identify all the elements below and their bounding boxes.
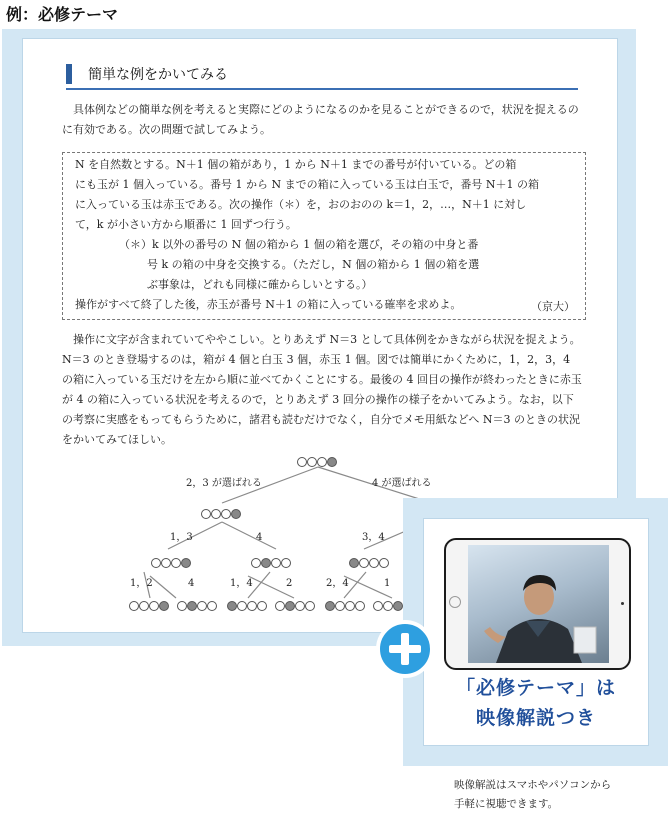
tree-label: 2，4 (326, 578, 349, 589)
tablet-illustration (444, 538, 631, 670)
intro-paragraph: 具体例などの簡単な例を考えると実際にどのようになるのかを見ることができるので，状況を捉えるのに有効である。次の問題で試してみよう。 (62, 103, 579, 136)
tablet-camera-icon (621, 602, 624, 605)
problem-line: て，k が小さい方から順番に 1 回ずつ行う。 (75, 218, 297, 231)
video-caption-line2: 映像解説つき (475, 707, 596, 729)
tree-label: 1，4 (230, 578, 253, 589)
video-note-line2: 手軽に視聴できます。 (454, 798, 559, 810)
problem-line: にも玉が 1 個入っている。番号 1 から N までの箱に入っている玉は白玉で，番号 N＋1 の箱 (75, 178, 539, 191)
page-heading: 例：必修テーマ (6, 5, 119, 24)
video-caption-line1: 「必修テーマ」は (455, 677, 616, 699)
problem-line: 号 k の箱の中身を交換する。（ただし，N 個の箱から 1 個の箱を選 (147, 258, 480, 271)
lecturer-image (468, 545, 609, 663)
video-panel (403, 498, 668, 766)
problem-line: （＊）k 以外の番号の N 個の箱から 1 個の箱を選び，その箱の中身と番 (119, 238, 479, 251)
video-note (454, 776, 611, 814)
tree-label: 4 が選ばれる (372, 478, 432, 489)
video-thumbnail[interactable] (468, 545, 609, 663)
tree-label: 3，4 (362, 532, 385, 543)
tree-label: 1，2 (130, 578, 153, 589)
tree-label: 2 (286, 578, 293, 589)
explanation-paragraph: 操作に文字が含まれていてややこしい。とりあえず N＝3 として具体例をかきながら状況を捉えよう。N＝3 のとき登場するのは，箱が 4 個と白玉 3 個，赤玉 1 個。図では簡単にかくために，1，2，3，4 の箱に入っている玉だけを左から順に並べてかくことにする。最後の 4 回目の操作が終わったときに赤玉が 4 の箱に入っている状況を考えるので，とりあえず 3 回分の操作の様子をかいてみよう。なお，以下の考察に実感をもってもらうために，諸君も読むだけでなく，自分でメモ用紙などへ N＝3 のときの状況をかいてみてほしい。 (62, 333, 582, 446)
video-card[interactable] (423, 518, 649, 746)
problem-line: N を自然数とする。N＋1 個の箱があり，1 から N＋1 までの番号が付いている。どの箱 (75, 158, 517, 171)
problem-source: （京大） (531, 300, 575, 313)
tree-label: 1 (384, 578, 391, 589)
problem-line: に入っている玉は赤玉である。次の操作（＊）を，おのおのの k＝1，2，…，N＋1 に対し (75, 198, 527, 211)
tree-label: 4 (188, 578, 195, 589)
tree-label: 4 (256, 532, 263, 543)
tablet-home-icon (449, 596, 461, 608)
plus-icon (376, 620, 434, 678)
problem-line: ぶ事象は，どれも同様に確からしいとする。） (147, 278, 373, 291)
section-title-text: 簡単な例をかいてみる (88, 67, 228, 83)
video-note-line1: 映像解説はスマホやパソコンから (454, 779, 612, 791)
problem-line: 操作がすべて終了した後，赤玉が番号 N＋1 の箱に入っている確率を求めよ。 (75, 298, 462, 311)
tree-label: 1，3 (170, 532, 193, 543)
tree-label: 2，3 が選ばれる (186, 478, 262, 489)
